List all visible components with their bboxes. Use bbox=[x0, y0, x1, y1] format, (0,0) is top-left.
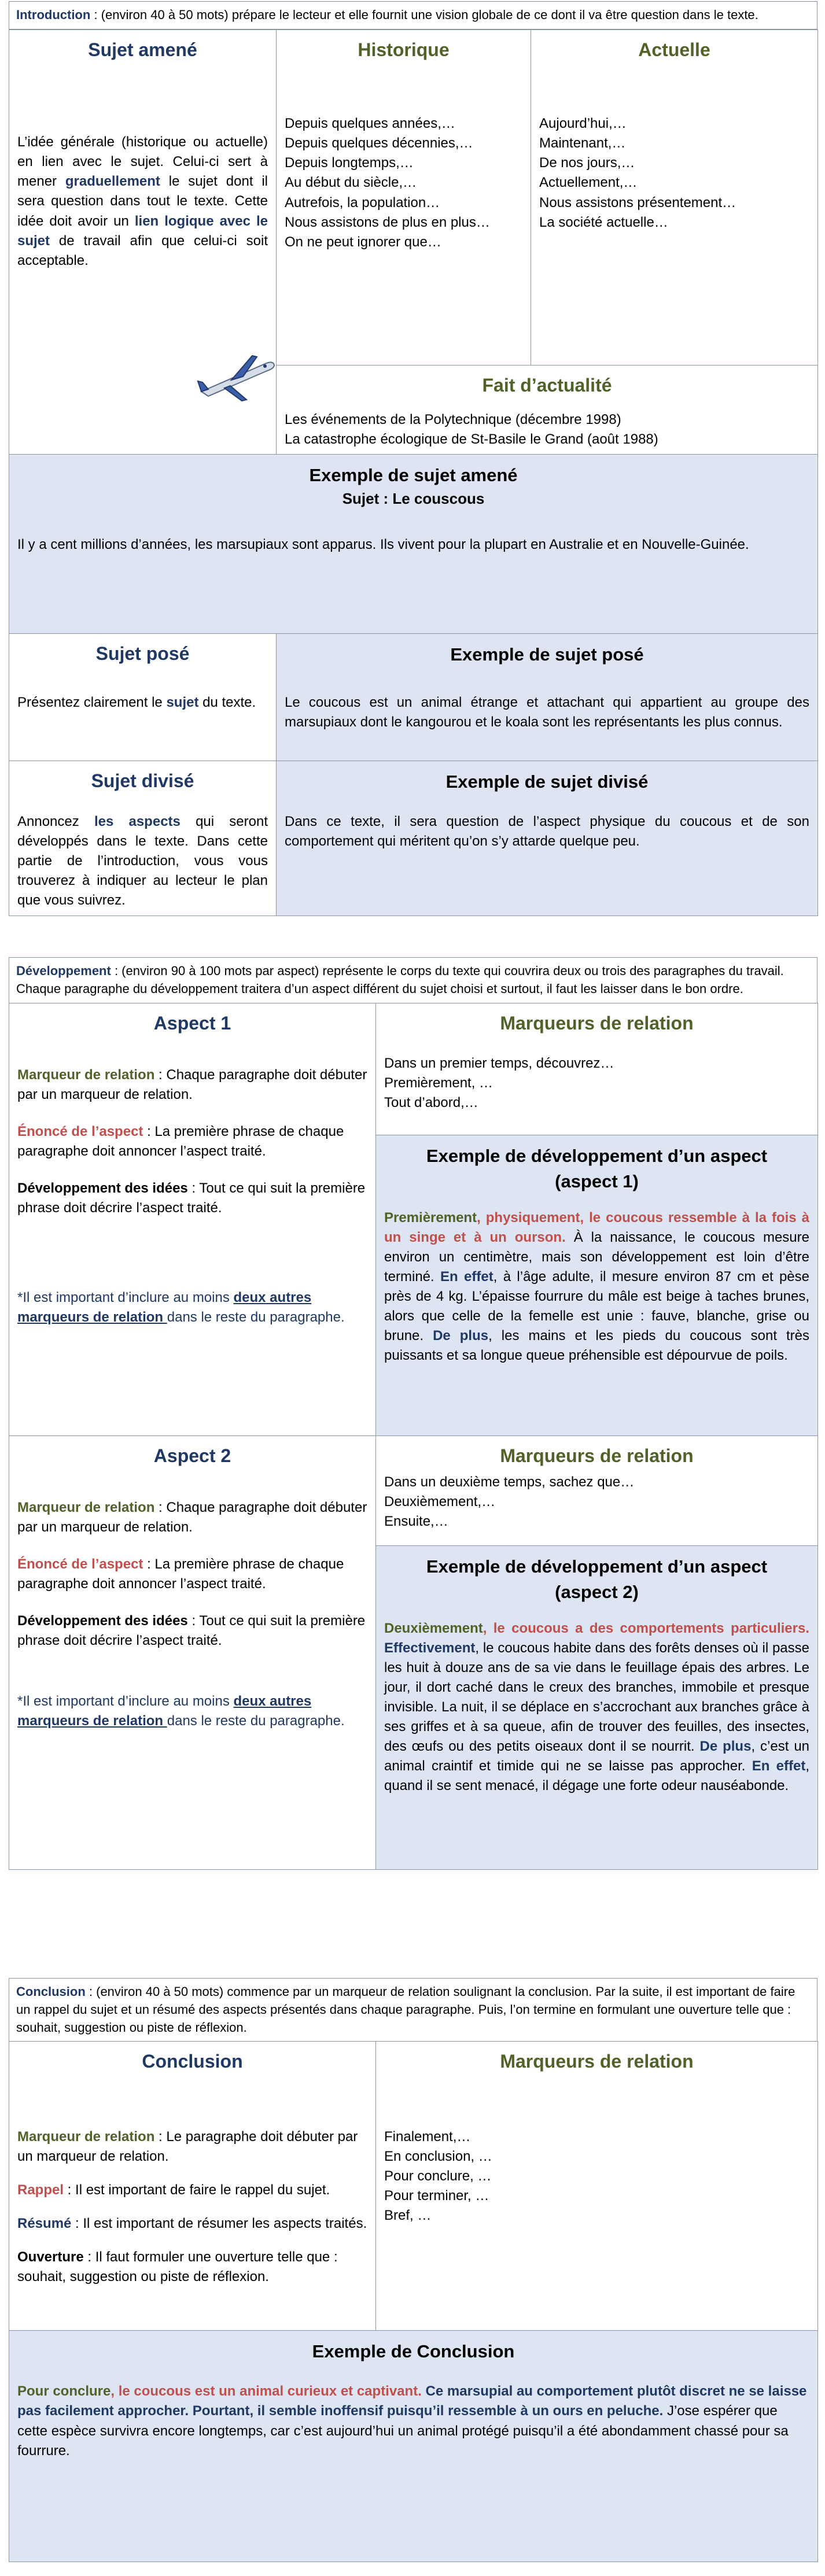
conclusion-marqueurs-title: Marqueurs de relation bbox=[500, 2051, 694, 2072]
conclusion-marqueur-item: Finalement,… bbox=[384, 2128, 471, 2145]
developpement-text: : (environ 90 à 100 mots par aspect) représente le corps du texte qui couvrira deux ou trois des paragraphes du travail. Chaque paragraphe du développement traitera d’un aspect différent du sujet choisi et surtout, il faut les laisser dans le bon ordre. bbox=[16, 964, 784, 996]
exemple-sujet-pose-title: Exemple de sujet posé bbox=[450, 644, 644, 665]
conclusion-text: : (environ 40 à 50 mots) commence par un marqueur de relation soulignant la conclusion. Par la suite, il est important de faire un rappel du sujet et un résumé des aspects présentés dans chaque paragraphe. Puis, l’on termine en formulant une ouverture telle que : souhait, suggestion ou piste de réflexion. bbox=[16, 1984, 795, 2035]
aspect1-marqueur-item: Dans un premier temps, découvrez… bbox=[384, 1056, 614, 1072]
exemple-sujet-pose-cell bbox=[277, 634, 818, 761]
exemple-sujet-amene-subtitle: Sujet : Le couscous bbox=[342, 490, 485, 508]
actuelle-title: Actuelle bbox=[638, 39, 710, 60]
conclusion-marqueur-item: En conclusion, … bbox=[384, 2148, 492, 2164]
aspect2-note: *Il est important d’inclure au moins deux autres marqueurs de relation dans le reste du paragraphe. bbox=[17, 1693, 345, 1729]
sujet-amene-text: L’idée générale (historique ou actuelle) en lien avec le sujet. Celui-ci sert à mener graduellement le sujet dont il sera question dans tout le texte. Cette idée doit avoir un lien logique avec le sujet de travail afin que celui-ci soit acceptable. bbox=[17, 134, 268, 268]
aspect1-title: Aspect 1 bbox=[153, 1012, 231, 1034]
conclusion-section bbox=[9, 1978, 817, 2562]
sujet-pose-text: Présentez clairement le sujet du texte. bbox=[17, 694, 256, 710]
aspect2-enonce: Énoncé de l’aspect : La première phrase de chaque paragraphe doit annoncer l’aspect traité. bbox=[17, 1556, 344, 1592]
sujet-amene-title: Sujet amené bbox=[88, 39, 197, 60]
exemple-sujet-amene-cell bbox=[9, 455, 818, 634]
aspect1-cell bbox=[9, 1003, 376, 1435]
historique-item: Depuis longtemps,… bbox=[285, 155, 414, 171]
fait-actualite-title: Fait d’actualité bbox=[482, 374, 612, 396]
exemple-sujet-amene-text: Il y a cent millions d’années, les marsupiaux sont apparus. Ils vivent pour la plupart en Australie et en Nouvelle-Guinée. bbox=[17, 537, 749, 553]
airplane-icon bbox=[197, 351, 278, 403]
sujet-divise-text: Annoncez les aspects qui seront développés dans le texte. Dans cette partie de l’introduction, vous vous trouverez à indiquer au lecteur le plan que vous suivrez. bbox=[17, 813, 268, 909]
introduction-label: Introduction bbox=[16, 8, 91, 22]
developpement-section bbox=[9, 957, 817, 1870]
sujet-amene-cell bbox=[9, 29, 277, 455]
historique-item: Au début du siècle,… bbox=[285, 175, 417, 191]
exemple-conclusion-title: Exemple de Conclusion bbox=[312, 2341, 515, 2362]
actuelle-item: La société actuelle… bbox=[539, 214, 668, 230]
historique-item: Nous assistons de plus en plus… bbox=[285, 214, 490, 230]
historique-cell bbox=[277, 29, 531, 365]
exemple-aspect1-text: Premièrement, physiquement, le coucous ressemble à la fois à un singe et à un ourson. À la naissance, le coucous mesure environ un centimètre, mais son développement est loin d’être terminé. En effet, à l’âge adulte, il mesure environ 87 cm et pèse près de 4 kg. L’épaisse fourrure du mâle est beige à taches brunes, alors que celle de la femelle est unie : fauve, blanche, grise ou brune. De plus, les mains et les pieds du coucous sont très puissants et sa longue queue préhensible est dépourvue de poils. bbox=[384, 1209, 810, 1364]
sujet-pose-title: Sujet posé bbox=[95, 643, 190, 665]
actuelle-item: Aujourd’hui,… bbox=[539, 116, 627, 132]
aspect1-note: *Il est important d’inclure au moins deux autres marqueurs de relation dans le reste du paragraphe. bbox=[17, 1289, 345, 1325]
aspect2-marqueur-item: Ensuite,… bbox=[384, 1514, 448, 1530]
fait-actualite-list bbox=[285, 410, 809, 449]
conclusion-marqueur-item: Pour conclure, … bbox=[384, 2168, 492, 2184]
developpement-header bbox=[9, 957, 817, 1003]
aspect2-developpement: Développement des idées : Tout ce qui suit la première phrase doit décrire l’aspect traité. bbox=[17, 1613, 366, 1649]
sujet-divise-title: Sujet divisé bbox=[91, 770, 194, 792]
aspect1-marqueurs-list bbox=[384, 1054, 809, 1113]
aspect1-marqueurs-title: Marqueurs de relation bbox=[500, 1012, 694, 1034]
introduction-header bbox=[9, 1, 817, 29]
conclusion-marqueur-item: Pour terminer, … bbox=[384, 2188, 489, 2204]
conclusion-cell bbox=[9, 2042, 376, 2331]
aspect2-marqueurs-cell bbox=[376, 1435, 818, 1545]
fait-actualite-item: La catastrophe écologique de St-Basile le Grand (août 1988) bbox=[285, 431, 658, 448]
historique-item: Depuis quelques années,… bbox=[285, 116, 455, 132]
exemple-conclusion-text: Pour conclure, le coucous est un animal curieux et captivant. Ce marsupial au comportement plutôt discret ne se laisse pas facilement approcher. Pourtant, il semble inoffensif puisqu’il ressemble à un ours en peluche. J’ose espérer que cette espèce survivra encore longtemps, car c’est aujourd’hui un animal protégé puisqu’il a été abondamment chassé pour sa fourrure. bbox=[17, 2383, 807, 2459]
developpement-table bbox=[9, 1003, 818, 1870]
exemple-sujet-pose-text: Le coucous est un animal étrange et attachant qui appartient au groupe des marsupiaux dont le kangourou et le koala sont les représentants les plus connus. bbox=[285, 695, 809, 730]
exemple-aspect2-title: Exemple de développement d’un aspect (aspect 2) bbox=[426, 1556, 768, 1602]
aspect1-marqueurs-cell bbox=[376, 1003, 818, 1135]
aspect2-cell bbox=[9, 1435, 376, 1869]
aspect2-marqueur: Marqueur de relation : Chaque paragraphe doit débuter par un marqueur de relation. bbox=[17, 1500, 367, 1536]
conclusion-label: Conclusion bbox=[16, 1984, 86, 1999]
aspect2-marqueurs-list bbox=[384, 1472, 809, 1531]
actuelle-item: Maintenant,… bbox=[539, 135, 626, 152]
sujet-pose-cell bbox=[9, 634, 277, 761]
aspect1-developpement: Développement des idées : Tout ce qui suit la première phrase doit décrire l’aspect traité. bbox=[17, 1180, 366, 1216]
exemple-conclusion-cell bbox=[9, 2331, 818, 2562]
conclusion-rappel: Rappel : Il est important de faire le rappel du sujet. bbox=[17, 2182, 330, 2198]
exemple-sujet-divise-cell bbox=[277, 761, 818, 916]
conclusion-marqueurs-list bbox=[384, 2127, 809, 2226]
exemple-aspect1-title: Exemple de développement d’un aspect (aspect 1) bbox=[426, 1145, 768, 1191]
introduction-text: : (environ 40 à 50 mots) prépare le lecteur et elle fournit une vision globale de ce dont il va être question dans le texte. bbox=[90, 8, 758, 22]
conclusion-marqueur: Marqueur de relation : Le paragraphe doit débuter par un marqueur de relation. bbox=[17, 2128, 358, 2164]
aspect1-enonce: Énoncé de l’aspect : La première phrase de chaque paragraphe doit annoncer l’aspect traité. bbox=[17, 1124, 344, 1160]
exemple-aspect2-text: Deuxièmement, le coucous a des comportements particuliers. Effectivement, le coucous habite dans des forêts denses où il passe les huit à douze ans de sa vie dans le feuillage épais des arbres. Le jour, il dort caché dans le creux des branches, immobile et presque invisible. La nuit, il se déplace en s’accrochant aux branches grâce à ses griffes et à sa queue, afin de trouver des feuilles, des insectes, des œufs ou des petits oiseaux dont il se nourrit. De plus, c’est un animal craintif et timide qui ne se laisse pas approcher. En effet, quand il se sent menacé, il dégage une forte odeur nauséabonde. bbox=[384, 1620, 810, 1794]
historique-item: On ne peut ignorer que… bbox=[285, 234, 441, 250]
fait-actualite-item: Les événements de la Polytechnique (décembre 1998) bbox=[285, 412, 621, 428]
developpement-label: Développement bbox=[16, 964, 111, 978]
aspect2-marqueurs-title: Marqueurs de relation bbox=[500, 1445, 694, 1466]
conclusion-table bbox=[9, 2041, 818, 2562]
aspect1-marqueur: Marqueur de relation : Chaque paragraphe doit débuter par un marqueur de relation. bbox=[17, 1067, 367, 1103]
sujet-pose-divise-table bbox=[9, 633, 818, 916]
historique-item: Depuis quelques décennies,… bbox=[285, 135, 473, 152]
sujet-divise-cell bbox=[9, 761, 277, 916]
conclusion-marqueurs-cell bbox=[376, 2042, 818, 2331]
historique-list bbox=[285, 114, 522, 252]
historique-item: Autrefois, la population… bbox=[285, 194, 440, 211]
actuelle-item: Actuellement,… bbox=[539, 175, 638, 191]
conclusion-header bbox=[9, 1978, 817, 2042]
actuelle-item: Nous assistons présentement… bbox=[539, 194, 736, 211]
aspect2-title: Aspect 2 bbox=[153, 1445, 231, 1466]
exemple-sujet-divise-title: Exemple de sujet divisé bbox=[445, 772, 649, 792]
introduction-table bbox=[9, 29, 818, 634]
aspect2-marqueur-item: Deuxièmement,… bbox=[384, 1494, 496, 1510]
exemple-sujet-divise-text: Dans ce texte, il sera question de l’aspect physique du coucous et de son comportement qui méritent qu’on s’y attarde quelque peu. bbox=[285, 814, 809, 850]
actuelle-item: De nos jours,… bbox=[539, 155, 635, 171]
actuelle-list bbox=[539, 114, 809, 232]
exemple-aspect1-cell bbox=[376, 1135, 818, 1435]
aspect1-marqueur-item: Tout d’abord,… bbox=[384, 1095, 478, 1111]
conclusion-marqueur-item: Bref, … bbox=[384, 2208, 432, 2224]
aspect1-marqueur-item: Premièrement, … bbox=[384, 1075, 493, 1091]
conclusion-resume: Résumé : Il est important de résumer les aspects traités. bbox=[17, 2216, 367, 2232]
exemple-sujet-amene-title: Exemple de sujet amené bbox=[309, 465, 518, 486]
introduction-section bbox=[9, 1, 817, 916]
exemple-aspect2-cell bbox=[376, 1545, 818, 1869]
actuelle-cell bbox=[531, 29, 818, 365]
historique-title: Historique bbox=[358, 39, 450, 60]
conclusion-ouverture: Ouverture : Il faut formuler une ouverture telle que : souhait, suggestion ou piste de réflexion. bbox=[17, 2249, 338, 2285]
fait-actualite-cell bbox=[277, 365, 818, 455]
conclusion-title: Conclusion bbox=[142, 2051, 243, 2072]
aspect2-marqueur-item: Dans un deuxième temps, sachez que… bbox=[384, 1474, 635, 1490]
